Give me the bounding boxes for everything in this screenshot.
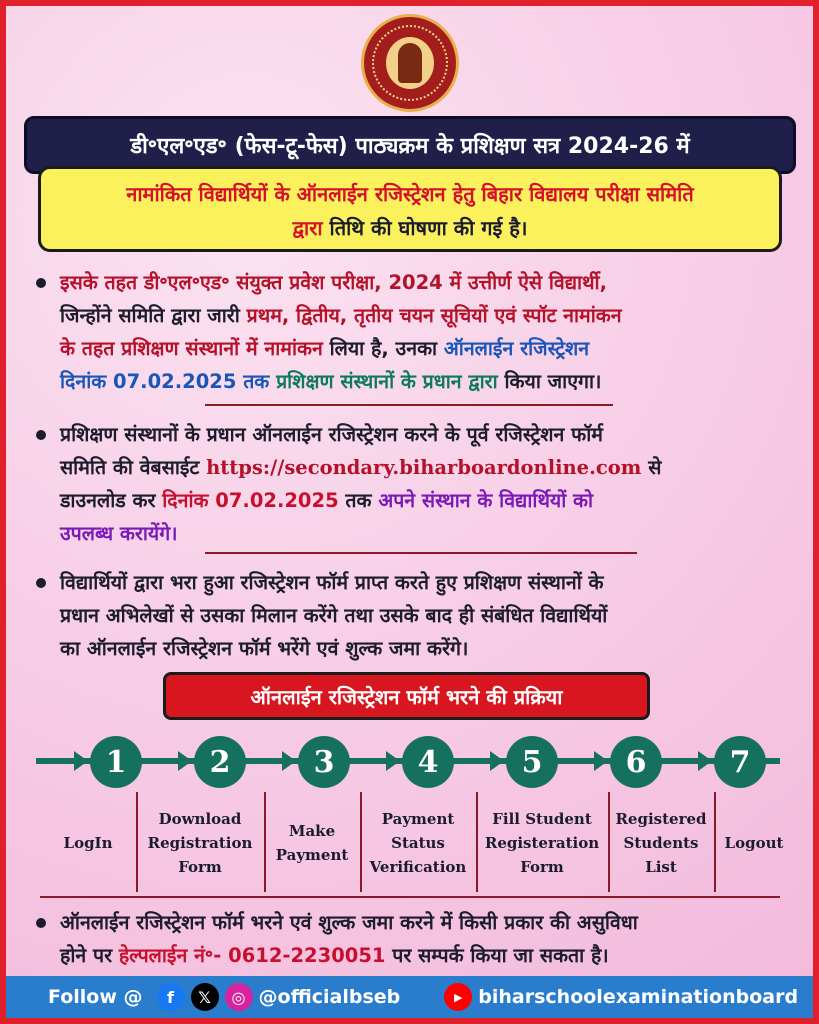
social-footer bbox=[6, 976, 813, 1018]
step-separator bbox=[608, 792, 610, 892]
facebook-icon[interactable]: f bbox=[157, 983, 185, 1011]
helpline-number: हेल्पलाईन नं॰- 0612-2230051 bbox=[118, 944, 386, 967]
announcement-line2-red: द्वारा bbox=[292, 216, 323, 240]
bullet-icon bbox=[36, 918, 46, 928]
step-label-6: Registered Students List bbox=[615, 810, 707, 876]
step-label-5: Fill Student Registeration Form bbox=[484, 810, 600, 876]
step-arrow-icon bbox=[74, 751, 88, 771]
step-separator bbox=[476, 792, 478, 892]
bullet-icon bbox=[36, 278, 46, 288]
step-label-7: Logout bbox=[724, 834, 784, 852]
x-twitter-icon[interactable]: 𝕏 bbox=[191, 983, 219, 1011]
step-number-2: 2 bbox=[194, 736, 246, 788]
step-number-6: 6 bbox=[610, 736, 662, 788]
bullet-download-form: प्रशिक्षण संस्थानों के प्रधान ऑनलाईन रजिस्ट्रेशन करने के पूर्व रजिस्ट्रेशन फॉर्म समिति की वेबसाईट https://secondary.biharboardonline.com से डाउनलोड कर दिनांक 07.02.2025 तक अपने संस्थान के विद्यार्थियों को उपलब्ध करायेंगे। bbox=[30, 418, 794, 550]
step-arrow-icon bbox=[490, 751, 504, 771]
follow-label: Follow @ bbox=[48, 986, 143, 1008]
step-number-3: 3 bbox=[298, 736, 350, 788]
step-separator bbox=[360, 792, 362, 892]
step-arrow-icon bbox=[282, 751, 296, 771]
announcement-box bbox=[38, 166, 782, 252]
step-arrow-icon bbox=[594, 751, 608, 771]
step-separator bbox=[136, 792, 138, 892]
social-handle[interactable]: @officialbseb bbox=[258, 986, 401, 1008]
bseb-logo-icon bbox=[361, 14, 459, 112]
bullet-icon bbox=[36, 430, 46, 440]
step-label-2: Download Registration Form bbox=[147, 810, 253, 876]
bullet-icon bbox=[36, 578, 46, 588]
announcement-line2: तिथि की घोषणा की गई है। bbox=[322, 216, 528, 240]
announcement-line1: नामांकित विद्यार्थियों के ऑनलाईन रजिस्ट्रेशन हेतु बिहार विद्यालय परीक्षा समिति bbox=[126, 182, 694, 206]
youtube-channel[interactable]: biharschoolexaminationboard bbox=[478, 986, 799, 1008]
divider bbox=[40, 896, 780, 898]
page-title: डी॰एल॰एड॰ (फेस-टू-फेस) पाठ्यक्रम के प्रशिक्षण सत्र 2024-26 में bbox=[24, 116, 796, 174]
step-number-5: 5 bbox=[506, 736, 558, 788]
bullet-eligibility: इसके तहत डी॰एल॰एड॰ संयुक्त प्रवेश परीक्षा, 2024 में उत्तीर्ण ऐसे विद्यार्थी, जिन्होंने समिति द्वारा जारी प्रथम, द्वितीय, तृतीय चयन सूचियों एवं स्पॉट नामांकन के तहत प्रशिक्षण संस्थानों में नामांकन लिया है, उनका ऑनलाईन रजिस्ट्रेशन दिनांक 07.02.2025 तक प्रशिक्षण संस्थानों के प्रधान द्वारा किया जाएगा। bbox=[30, 266, 794, 398]
divider bbox=[205, 404, 613, 406]
website-link[interactable]: https://secondary.biharboardonline.com bbox=[206, 456, 642, 479]
youtube-icon[interactable]: ▶ bbox=[444, 983, 472, 1011]
step-number-4: 4 bbox=[402, 736, 454, 788]
step-label-3: Make Payment bbox=[275, 822, 349, 864]
step-number-7: 7 bbox=[714, 736, 766, 788]
step-separator bbox=[264, 792, 266, 892]
helpline-note: ऑनलाईन रजिस्ट्रेशन फॉर्म भरने एवं शुल्क जमा करने में किसी प्रकार की असुविधा होने पर हेल्पलाईन नं॰- 0612-2230051 पर सम्पर्क किया जा सकता है। bbox=[30, 906, 794, 972]
process-title: ऑनलाईन रजिस्ट्रेशन फॉर्म भरने की प्रक्रिया bbox=[163, 672, 650, 720]
step-arrow-icon bbox=[698, 751, 712, 771]
divider bbox=[205, 552, 637, 554]
step-arrow-icon bbox=[178, 751, 192, 771]
step-label-4: Payment Status Verification bbox=[369, 810, 467, 876]
instagram-icon[interactable]: ◎ bbox=[225, 983, 253, 1011]
bullet-verification: विद्यार्थियों द्वारा भरा हुआ रजिस्ट्रेशन फॉर्म प्राप्त करते हुए प्रशिक्षण संस्थानों के प्रधान अभिलेखों से उसका मिलान करेंगे तथा उसके बाद ही संबंधित विद्यार्थियों का ऑनलाईन रजिस्ट्रेशन फॉर्म भरेंगे एवं शुल्क जमा करेंगे। bbox=[30, 566, 794, 665]
step-number-1: 1 bbox=[90, 736, 142, 788]
step-arrow-icon bbox=[386, 751, 400, 771]
step-label-1: LogIn bbox=[63, 834, 113, 852]
step-separator bbox=[714, 792, 716, 892]
